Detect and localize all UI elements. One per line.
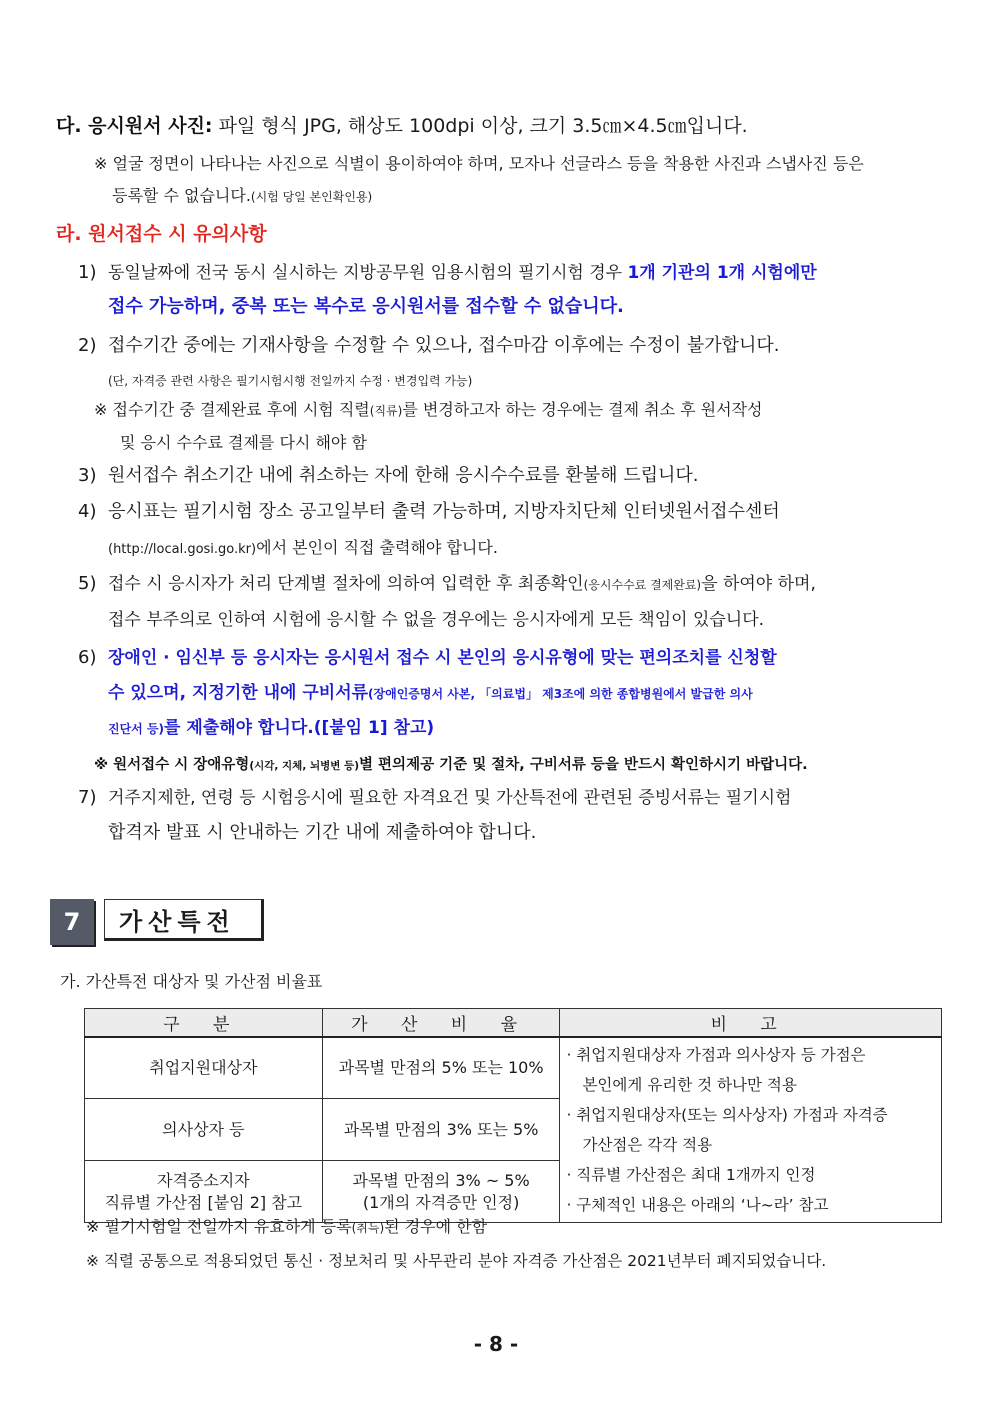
item6-line3-small: 진단서 등) <box>108 722 165 736</box>
item2-note-small: (직류) <box>369 404 403 418</box>
photo-note-small: (시험 당일 본인확인용) <box>250 190 373 204</box>
section-title: 가산특전 <box>104 899 264 941</box>
header-remark: 비 고 <box>560 1009 942 1038</box>
item4-line1: 응시표는 필기시험 장소 공고일부터 출력 가능하며, 지방자치단체 인터넷원서접수센터 <box>108 501 780 522</box>
photo-heading <box>56 114 748 138</box>
bonus-note2: ※ 직렬 공통으로 적용되었던 통신 · 정보처리 및 사무관리 분야 자격증 가산점은 2021년부터 폐지되었습니다. <box>86 1252 827 1270</box>
item6-note-a: ※ 원서접수 시 장애유형 <box>94 757 250 773</box>
item2-note-b: 를 변경하고자 하는 경우에는 결제 취소 후 원서작성 <box>402 400 763 419</box>
item3-line1: 원서접수 취소기간 내에 취소하는 자에 한해 응시수수료를 환불해 드립니다. <box>108 465 699 486</box>
table-row <box>85 1037 942 1099</box>
row3-category-line1: 자격증소지자 <box>156 1170 250 1190</box>
photo-label: 다. 응시원서 사진: <box>56 115 213 137</box>
photo-note <box>94 152 864 176</box>
row2-rate: 과목별 만점의 3% 또는 5% <box>322 1099 560 1161</box>
item6-note <box>94 753 808 778</box>
item2-num: 2) <box>78 335 97 356</box>
item6-line3-b: 를 제출해야 합니다.([붙임 1] 참고) <box>164 718 435 738</box>
bonus-note1-b: 된 경우에 한함 <box>384 1217 488 1236</box>
bonus-note1-a: ※ 필기시험일 전일까지 유효하게 등록 <box>86 1217 352 1236</box>
item6-num: 6) <box>78 647 97 668</box>
item2-note-line2: 및 응시 수수료 결제를 다시 해야 함 <box>120 433 367 452</box>
item6-line1: 장애인 · 임신부 등 응시자는 응시원서 접수 시 본인의 응시유형에 맞는 편의조치를 신청할 <box>108 648 777 668</box>
bonus-note1-small: (취득) <box>351 1221 385 1235</box>
item5-line1 <box>108 572 816 597</box>
item4-line2 <box>108 536 498 562</box>
bonus-note1 <box>86 1215 487 1240</box>
row3-rate <box>322 1161 560 1223</box>
item6-line2-a: 수 있으며, 지정기한 내에 구비서류 <box>108 683 369 703</box>
row1-rate: 과목별 만점의 5% 또는 10% <box>322 1037 560 1099</box>
item6-line2-small: (장애인증명서 사본, 「의료법」 제3조에 의한 종합병원에서 발급한 의사 <box>368 687 753 701</box>
item2-note-a: ※ 접수기간 중 결제완료 후에 시험 직렬 <box>94 400 370 419</box>
item5-text-b: 을 하여야 하며, <box>701 574 816 594</box>
row3-rate-line1: 과목별 만점의 3% ~ 5% <box>352 1170 530 1190</box>
row3-category-line2: 직류별 가산점 [붙임 2] 참고 <box>104 1192 303 1212</box>
remark-cell <box>560 1037 942 1223</box>
item5-text-a: 접수 시 응시자가 처리 단계별 절차에 의하여 입력한 후 최종확인 <box>108 574 584 594</box>
remark-line: 본인에게 유리한 것 하나만 적용 <box>582 1076 797 1094</box>
header-category: 구 분 <box>85 1009 323 1038</box>
page-number: - 8 - <box>473 1332 519 1356</box>
caution-heading: 라. 원서접수 시 유의사항 <box>56 223 267 245</box>
section-number-badge: 7 <box>50 899 94 945</box>
row2-category: 의사상자 등 <box>85 1099 323 1161</box>
row3-category <box>85 1161 323 1223</box>
item2-small: (단, 자격증 관련 사항은 필기시험시행 전일까지 수정 · 변경입력 가능) <box>108 374 473 388</box>
item1-text-a: 동일날짜에 전국 동시 실시하는 지방공무원 임용시험의 필기시험 경우 <box>108 263 628 283</box>
row1-category: 취업지원대상자 <box>85 1037 323 1099</box>
remark-line: 가산점은 각각 적용 <box>582 1136 713 1154</box>
item5-line2: 접수 부주의로 인하여 시험에 응시할 수 없을 경우에는 응시자에게 모든 책임이 있습니다. <box>108 610 765 630</box>
item6-line2 <box>108 681 753 706</box>
item5-small: (응시수수료 결제완료) <box>583 578 702 592</box>
item1-text-b: 1개 기관의 1개 시험에만 <box>627 263 817 283</box>
item2-note <box>94 398 763 423</box>
header-rate: 가 산 비 율 <box>322 1009 560 1038</box>
photo-note-line2: 등록할 수 없습니다. <box>112 186 251 205</box>
item7-line1: 거주지제한, 연령 등 시험응시에 필요한 자격요건 및 가산특전에 관련된 증빙서류는 필기시험 <box>108 788 792 808</box>
item6-line3 <box>108 716 434 741</box>
remark-line: · 구체적인 내용은 아래의 ‘나~라’ 참고 <box>566 1196 829 1214</box>
item2-line1: 접수기간 중에는 기재사항을 수정할 수 있으나, 접수마감 이후에는 수정이 불가합니다. <box>108 335 780 356</box>
item1-line2: 접수 가능하며, 중복 또는 복수로 응시원서를 접수할 수 없습니다. <box>108 296 624 317</box>
gosi-url-link[interactable]: (http://local.gosi.go.kr) <box>108 542 257 557</box>
remark-line: · 취업지원대상자 가점과 의사상자 등 가점은 <box>566 1046 866 1064</box>
item5-num: 5) <box>78 573 97 594</box>
item6-note-small: (시각, 지체, 뇌병변 등) <box>249 760 359 772</box>
row3-rate-line2: (1개의 자격증만 인정) <box>362 1192 520 1212</box>
photo-note-line1: ※ 얼굴 정면이 나타나는 사진으로 식별이 용이하여야 하며, 모자나 선글라스 등을 착용한 사진과 스냅사진 등은 <box>94 154 864 173</box>
remark-line: · 직류별 가산점은 최대 1개까지 인정 <box>566 1166 816 1184</box>
table-header-row <box>85 1009 942 1038</box>
item4-text-b: 에서 본인이 직접 출력해야 합니다. <box>256 538 498 557</box>
photo-note-2 <box>112 184 372 209</box>
item7-line2: 합격자 발표 시 안내하는 기간 내에 제출하여야 합니다. <box>108 822 537 843</box>
item4-num: 4) <box>78 501 97 522</box>
item3-num: 3) <box>78 465 97 486</box>
bonus-subtitle: 가. 가산특전 대상자 및 가산점 비율표 <box>60 972 323 991</box>
item7-num: 7) <box>78 787 97 808</box>
bonus-table <box>84 1008 942 1223</box>
remark-line: · 취업지원대상자(또는 의사상자) 가점과 자격증 <box>566 1106 888 1124</box>
photo-spec: 파일 형식 JPG, 해상도 100dpi 이상, 크기 3.5㎝×4.5㎝입니다. <box>212 115 748 137</box>
item1-num: 1) <box>78 262 97 283</box>
item1-line1 <box>108 261 817 285</box>
item6-note-b: 별 편의제공 기준 및 절차, 구비서류 등을 반드시 확인하시기 바랍니다. <box>359 757 808 773</box>
